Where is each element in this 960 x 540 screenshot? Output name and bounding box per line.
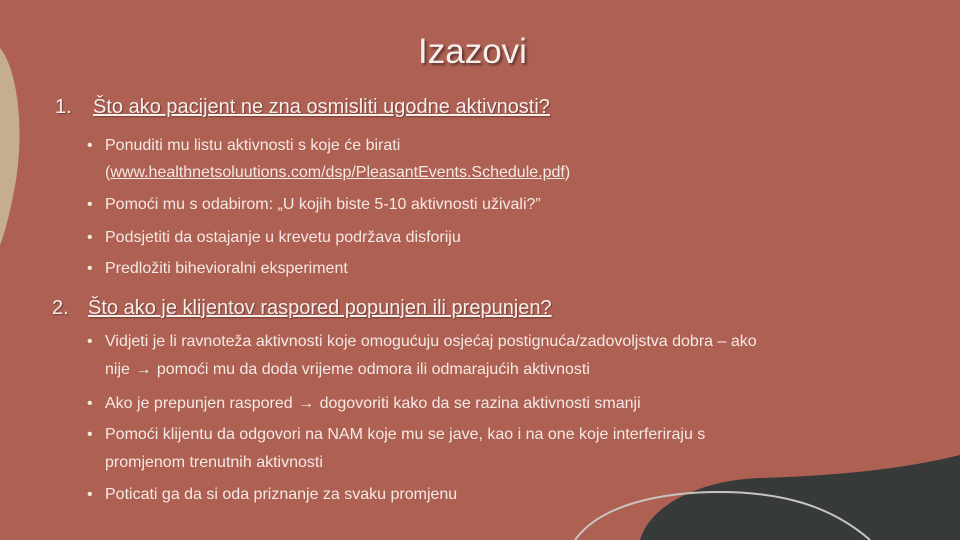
bullet: • — [87, 486, 93, 503]
question-1-number: 1. — [55, 96, 72, 118]
paren-close: ) — [564, 164, 571, 181]
bullet: • — [87, 137, 93, 154]
bullet-text: Predložiti bihevioralni eksperiment — [105, 260, 348, 277]
bullet-text-line2: promjenom trenutnih aktivnosti — [105, 454, 323, 471]
bullet-text: Podsjetiti da ostajanje u krevetu podržava disforiju — [105, 229, 461, 246]
text-segment: dogovoriti kako da se razina aktivnosti smanji — [319, 395, 641, 412]
bullet-text: Ponuditi mu listu aktivnosti s koje će birati — [105, 137, 401, 154]
bullet: • — [87, 426, 93, 443]
bullet-text — [105, 390, 641, 418]
question-1 — [55, 94, 755, 120]
text-segment: Ako je prepunjen raspored — [105, 395, 293, 412]
arrow-right-icon: → — [135, 361, 152, 378]
schedule-link[interactable]: www.healthnetsoluutions.com/dsp/PleasantEvents.Schedule.pdf — [110, 164, 565, 181]
bullet-text-line2 — [105, 356, 590, 384]
bullet-text: Pomoći klijentu da odgovori na NAM koje mu se jave, kao i na one koje interferiraju s — [105, 426, 706, 443]
bullet: • — [87, 260, 93, 277]
question-2-number: 2. — [52, 297, 69, 319]
bullet: • — [87, 196, 93, 213]
paren-open: ( — [105, 164, 111, 181]
bullet-text: Poticati ga da si oda priznanje za svaku promjenu — [105, 486, 458, 503]
bullet: • — [87, 333, 93, 350]
bullet-text: Pomoći mu s odabirom: „U kojih biste 5-10 aktivnosti uživali?” — [105, 196, 541, 213]
question-2 — [52, 295, 752, 321]
question-2-text: Što ako je klijentov raspored popunjen ili prepunjen? — [88, 297, 552, 319]
slide-title: Izazovi — [418, 32, 527, 71]
bullet: • — [87, 229, 93, 246]
question-1-text: Što ako pacijent ne zna osmisliti ugodne aktivnosti? — [93, 96, 550, 118]
arrow-right-icon: → — [298, 395, 315, 412]
text-segment: pomoći mu da doda vrijeme odmora ili odmarajućih aktivnosti — [156, 361, 590, 378]
bullet-text-line2 — [105, 159, 570, 187]
bullet: • — [87, 395, 93, 412]
dark-corner-shape — [640, 455, 960, 540]
beige-leaf-shape — [0, 48, 19, 245]
bullet-text: Vidjeti je li ravnoteža aktivnosti koje omogućuju osjećaj postignuća/zadovoljstva dobra – ako — [105, 333, 757, 350]
text-segment: nije — [105, 361, 130, 378]
